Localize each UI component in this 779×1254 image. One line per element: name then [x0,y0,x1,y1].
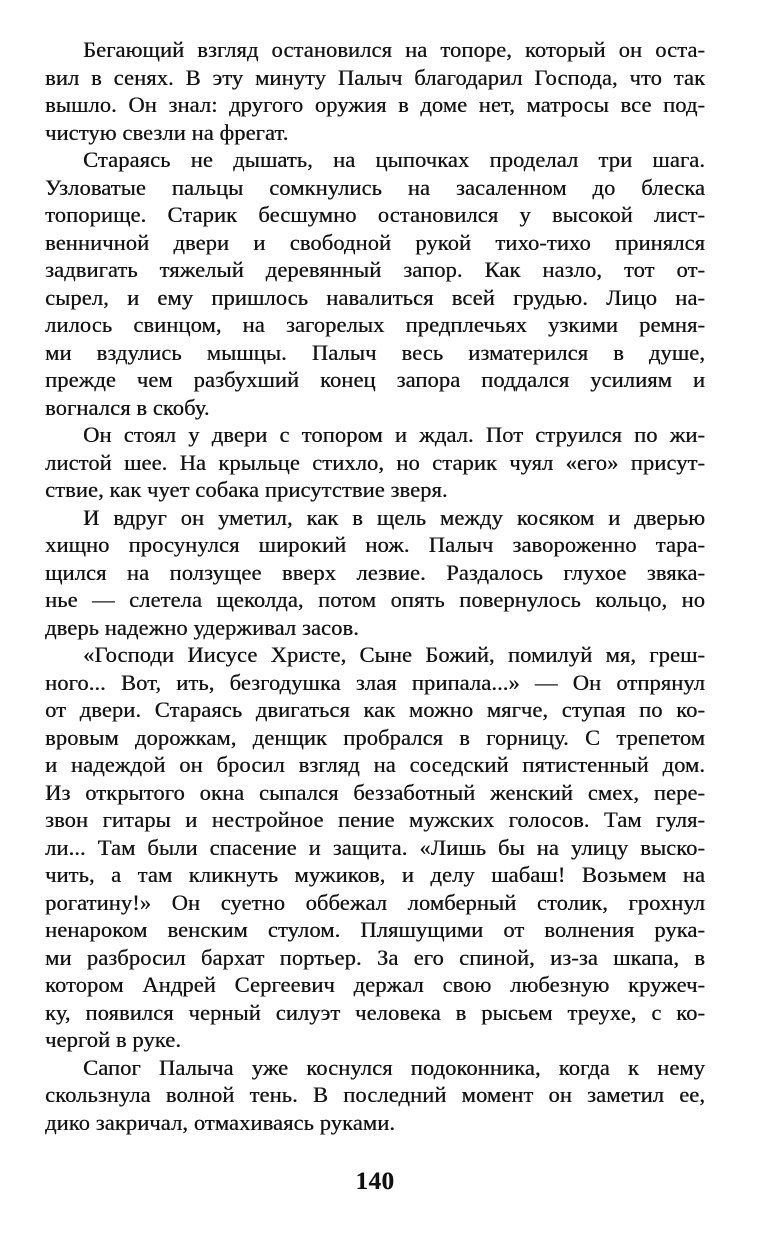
text-line: прежде чем разбухший конец запора поддался усилиям и [45,367,705,392]
text-line: щился на ползущее вверх лезвие. Раздалось глухое звяка- [45,559,705,585]
text-line: Бегающий взгляд остановился на топоре, который он оста- [83,37,705,62]
text-line: ми вздулись мышцы. Палыч весь изматерился в душе, [45,339,705,365]
text-line: вогнался в скобу. [45,394,210,420]
paragraph [45,421,705,504]
text-line: звон гитары и нестройное пение мужских голосов. Там гуля- [45,807,705,832]
text-line: лилось свинцом, на загорелых предплечьях узкими ремня- [45,312,705,337]
text-line: ку, появился черный силуэт человека в рысьем треухе, с ко- [45,999,705,1025]
text-line: ствие, как чует собака присутствие зверя. [45,477,448,502]
text-line: чить, а там кликнуть мужиков, и делу шабаш! Возьмем на [45,862,705,887]
text-line: от двери. Стараясь двигаться как можно мягче, ступая по ко- [45,697,705,722]
text-line: дверь надежно удерживал засов. [45,614,359,640]
page-number: 140 [355,1168,395,1195]
text-line: задвигать тяжелый деревянный запор. Как назло, тот от- [45,257,705,282]
text-line: Стараясь не дышать, на цыпочках проделал три шага. [83,147,705,172]
text-line: И вдруг он уметил, как в щель между косяком и дверью [83,504,705,530]
text-line: топорище. Старик бесшумно остановился у высокой лист- [45,202,705,227]
paragraph [45,146,705,421]
text-line: хищно просунулся широкий нож. Палыч завороженно тара- [45,532,705,557]
text-line: чергой в руке. [45,1027,181,1052]
text-line: сырел, и ему пришлось навалиться всей грудью. Лицо на- [45,284,705,310]
text-line: ли... Там были спасение и защита. «Лишь бы на улицу выско- [45,834,705,860]
text-line: вышло. Он знал: другого оружия в доме нет, матросы все под- [45,92,705,117]
text-line: рогатину!» Он суетно оббежал ломберный столик, грохнул [45,889,705,915]
text-line: венничной двери и свободной рукой тихо-тихо принялся [45,229,705,255]
paragraph [45,504,705,642]
text-line: вил в сенях. В эту минуту Палыч благодарил Господа, что так [45,64,705,90]
text-line: листой шее. На крыльце стихло, но старик чуял «его» присут- [45,449,705,475]
text-block [45,36,705,1136]
text-line: «Господи Иисусе Христе, Сыне Божий, помилуй мя, греш- [83,642,705,667]
text-line: ного... Вот, ить, безгодушка злая припала...» — Он отпрянул [45,669,705,695]
text-line: котором Андрей Сергеевич держал свою любезную кружеч- [45,972,705,997]
text-line: Он стоял у двери с топором и ждал. Пот струился по жи- [83,422,705,447]
text-line: ненароком венским стулом. Пляшущими от волнения рука- [45,917,705,942]
text-line: дико закричал, отмахиваясь руками. [45,1109,395,1135]
text-line: скользнула волной тень. В последний момент он заметил ее, [45,1082,705,1107]
text-line: Сапог Палыча уже коснулся подоконника, когда к нему [83,1054,705,1080]
text-line: ми разбросил бархат портьер. За его спиной, из-за шкапа, в [45,944,705,970]
paragraph [45,1054,705,1137]
text-line: Узловатые пальцы сомкнулись на засаленном до блеска [45,174,705,200]
text-line: чистую свезли на фрегат. [45,119,289,145]
text-line: Из открытого окна сыпался беззаботный женский смех, пере- [45,779,705,805]
paragraph [45,36,705,146]
text-line: и надеждой он бросил взгляд на соседский пятистенный дом. [45,752,705,777]
text-line: вровым дорожкам, денщик пробрался в горницу. С трепетом [45,724,705,750]
text-line: нье — слетела щеколда, потом опять повернулось кольцо, но [45,587,705,612]
paragraph [45,641,705,1054]
